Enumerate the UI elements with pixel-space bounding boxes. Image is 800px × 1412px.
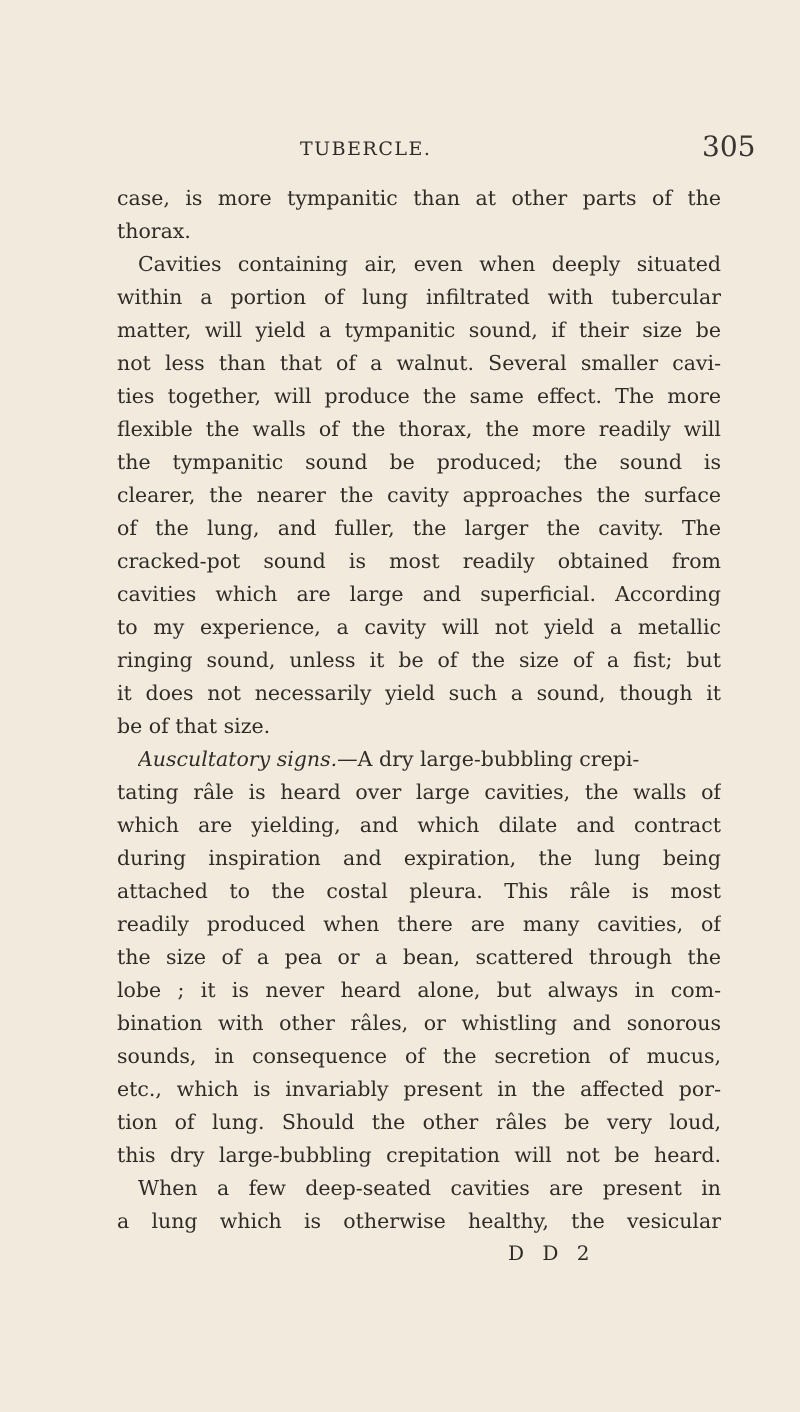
- body-line: a lung which is otherwise healthy, the vesicular: [117, 1209, 721, 1233]
- body-line: during inspiration and expiration, the lung being: [117, 846, 721, 870]
- page-number: 305: [702, 130, 756, 163]
- body-line: attached to the costal pleura. This râle is most: [117, 879, 721, 903]
- running-head: [0, 130, 800, 164]
- body-line: this dry large-bubbling crepitation will not be heard.: [117, 1143, 721, 1167]
- body-line: cavities which are large and superficial. According: [117, 582, 721, 606]
- body-line: of the lung, and fuller, the larger the cavity. The: [117, 516, 721, 540]
- section-heading: Auscultatory signs.: [138, 747, 338, 771]
- body-line: the tympanitic sound be produced; the sound is: [117, 450, 721, 474]
- body-line: tion of lung. Should the other râles be very loud,: [117, 1110, 721, 1134]
- body-line: which are yielding, and which dilate and contract: [117, 813, 721, 837]
- body-line: bination with other râles, or whistling and sonorous: [117, 1011, 721, 1035]
- body-line: not less than that of a walnut. Several smaller cavi-: [117, 351, 721, 375]
- running-title: TUBERCLE.: [300, 138, 432, 160]
- body-line: to my experience, a cavity will not yield a metallic: [117, 615, 721, 639]
- body-line: flexible the walls of the thorax, the more readily will: [117, 417, 721, 441]
- body-line: lobe ; it is never heard alone, but always in com-: [117, 978, 721, 1002]
- section-first-line-rest: —A dry large-bubbling crepi-: [337, 747, 640, 771]
- body-line: When a few deep-seated cavities are present in: [138, 1176, 721, 1200]
- body-line: the size of a pea or a bean, scattered through the: [117, 945, 721, 969]
- section-first-line: [138, 742, 721, 776]
- body-line: thorax.: [117, 219, 191, 243]
- body-line: case, is more tympanitic than at other parts of the: [117, 186, 721, 210]
- body-line: readily produced when there are many cavities, of: [117, 912, 721, 936]
- body-line: clearer, the nearer the cavity approaches the surface: [117, 483, 721, 507]
- body-line: Cavities containing air, even when deeply situated: [138, 252, 721, 276]
- body-line: cracked-pot sound is most readily obtained from: [117, 549, 721, 573]
- body-line: ties together, will produce the same effect. The more: [117, 384, 721, 408]
- body-line: within a portion of lung infiltrated with tubercular: [117, 285, 721, 309]
- body-line: it does not necessarily yield such a sound, though it: [117, 681, 721, 705]
- body-line: etc., which is invariably present in the affected por-: [117, 1077, 721, 1101]
- body-line: matter, will yield a tympanitic sound, if their size be: [117, 318, 721, 342]
- body-line: ringing sound, unless it be of the size of a fist; but: [117, 648, 721, 672]
- signature-mark: D D 2: [508, 1241, 596, 1265]
- body-line: sounds, in consequence of the secretion of mucus,: [117, 1044, 721, 1068]
- body-line: tating râle is heard over large cavities, the walls of: [117, 780, 721, 804]
- body-line: be of that size.: [117, 714, 271, 738]
